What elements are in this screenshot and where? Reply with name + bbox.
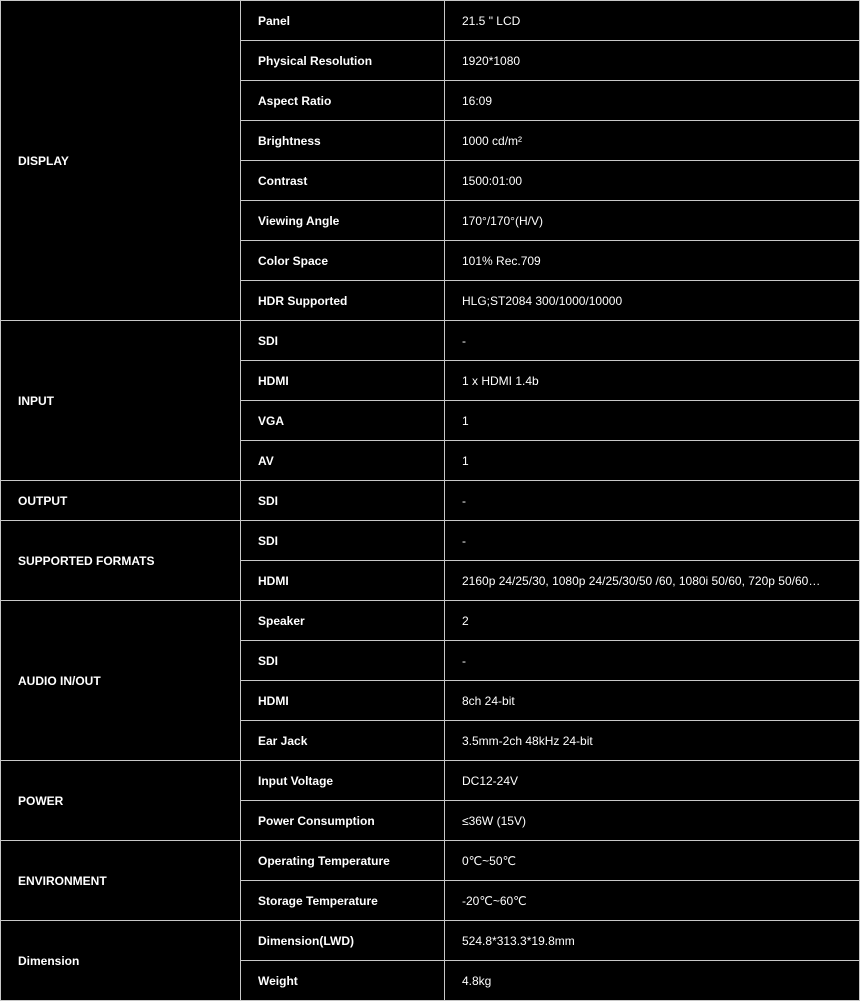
category-output: OUTPUT: [1, 481, 241, 521]
table-row: [1, 841, 860, 881]
category-input: INPUT: [1, 321, 241, 481]
spec-label: HDMI: [241, 561, 445, 601]
spec-value: -20℃~60℃: [445, 881, 860, 921]
spec-label: Ear Jack: [241, 721, 445, 761]
spec-value: 1500:01:00: [445, 161, 860, 201]
spec-label: Contrast: [241, 161, 445, 201]
spec-value: 16:09: [445, 81, 860, 121]
spec-value: -: [445, 641, 860, 681]
category-audio: AUDIO IN/OUT: [1, 601, 241, 761]
spec-label: SDI: [241, 481, 445, 521]
spec-value: 4.8kg: [445, 961, 860, 1001]
spec-value: -: [445, 321, 860, 361]
spec-value: DC12-24V: [445, 761, 860, 801]
table-row: [1, 481, 860, 521]
spec-label: Power Consumption: [241, 801, 445, 841]
spec-value: 1 x HDMI 1.4b: [445, 361, 860, 401]
spec-label: Physical Resolution: [241, 41, 445, 81]
spec-value: 21.5 " LCD: [445, 1, 860, 41]
spec-label: Aspect Ratio: [241, 81, 445, 121]
category-power: POWER: [1, 761, 241, 841]
spec-value: 8ch 24-bit: [445, 681, 860, 721]
spec-label: HDMI: [241, 361, 445, 401]
spec-label: AV: [241, 441, 445, 481]
spec-label: Weight: [241, 961, 445, 1001]
spec-label: Brightness: [241, 121, 445, 161]
spec-label: Dimension(LWD): [241, 921, 445, 961]
spec-value: HLG;ST2084 300/1000/10000: [445, 281, 860, 321]
spec-value: 1: [445, 401, 860, 441]
category-supported-formats: SUPPORTED FORMATS: [1, 521, 241, 601]
spec-label: Storage Temperature: [241, 881, 445, 921]
spec-label: VGA: [241, 401, 445, 441]
spec-label: Viewing Angle: [241, 201, 445, 241]
spec-value: 1920*1080: [445, 41, 860, 81]
spec-value: ≤36W (15V): [445, 801, 860, 841]
spec-value: -: [445, 521, 860, 561]
spec-label: Input Voltage: [241, 761, 445, 801]
category-dimension: Dimension: [1, 921, 241, 1001]
spec-label: SDI: [241, 641, 445, 681]
spec-value: 0℃~50℃: [445, 841, 860, 881]
spec-label: Panel: [241, 1, 445, 41]
spec-label: Operating Temperature: [241, 841, 445, 881]
table-row: [1, 921, 860, 961]
table-row: [1, 601, 860, 641]
spec-value: -: [445, 481, 860, 521]
spec-value: 524.8*313.3*19.8mm: [445, 921, 860, 961]
table-row: [1, 521, 860, 561]
spec-value: 1000 cd/m²: [445, 121, 860, 161]
spec-label: Color Space: [241, 241, 445, 281]
spec-value: 2160p 24/25/30, 1080p 24/25/30/50 /60, 1080i 50/60, 720p 50/60…: [445, 561, 860, 601]
category-display: DISPLAY: [1, 1, 241, 321]
spec-value: 2: [445, 601, 860, 641]
table-row: [1, 321, 860, 361]
table-row: [1, 1, 860, 41]
spec-value: 170°/170°(H/V): [445, 201, 860, 241]
spec-label: HDMI: [241, 681, 445, 721]
spec-table-body: [1, 1, 860, 1001]
category-environment: ENVIRONMENT: [1, 841, 241, 921]
spec-label: SDI: [241, 521, 445, 561]
spec-value: 101% Rec.709: [445, 241, 860, 281]
table-row: [1, 761, 860, 801]
spec-label: HDR Supported: [241, 281, 445, 321]
spec-label: SDI: [241, 321, 445, 361]
spec-value: 1: [445, 441, 860, 481]
spec-value: 3.5mm-2ch 48kHz 24-bit: [445, 721, 860, 761]
spec-label: Speaker: [241, 601, 445, 641]
